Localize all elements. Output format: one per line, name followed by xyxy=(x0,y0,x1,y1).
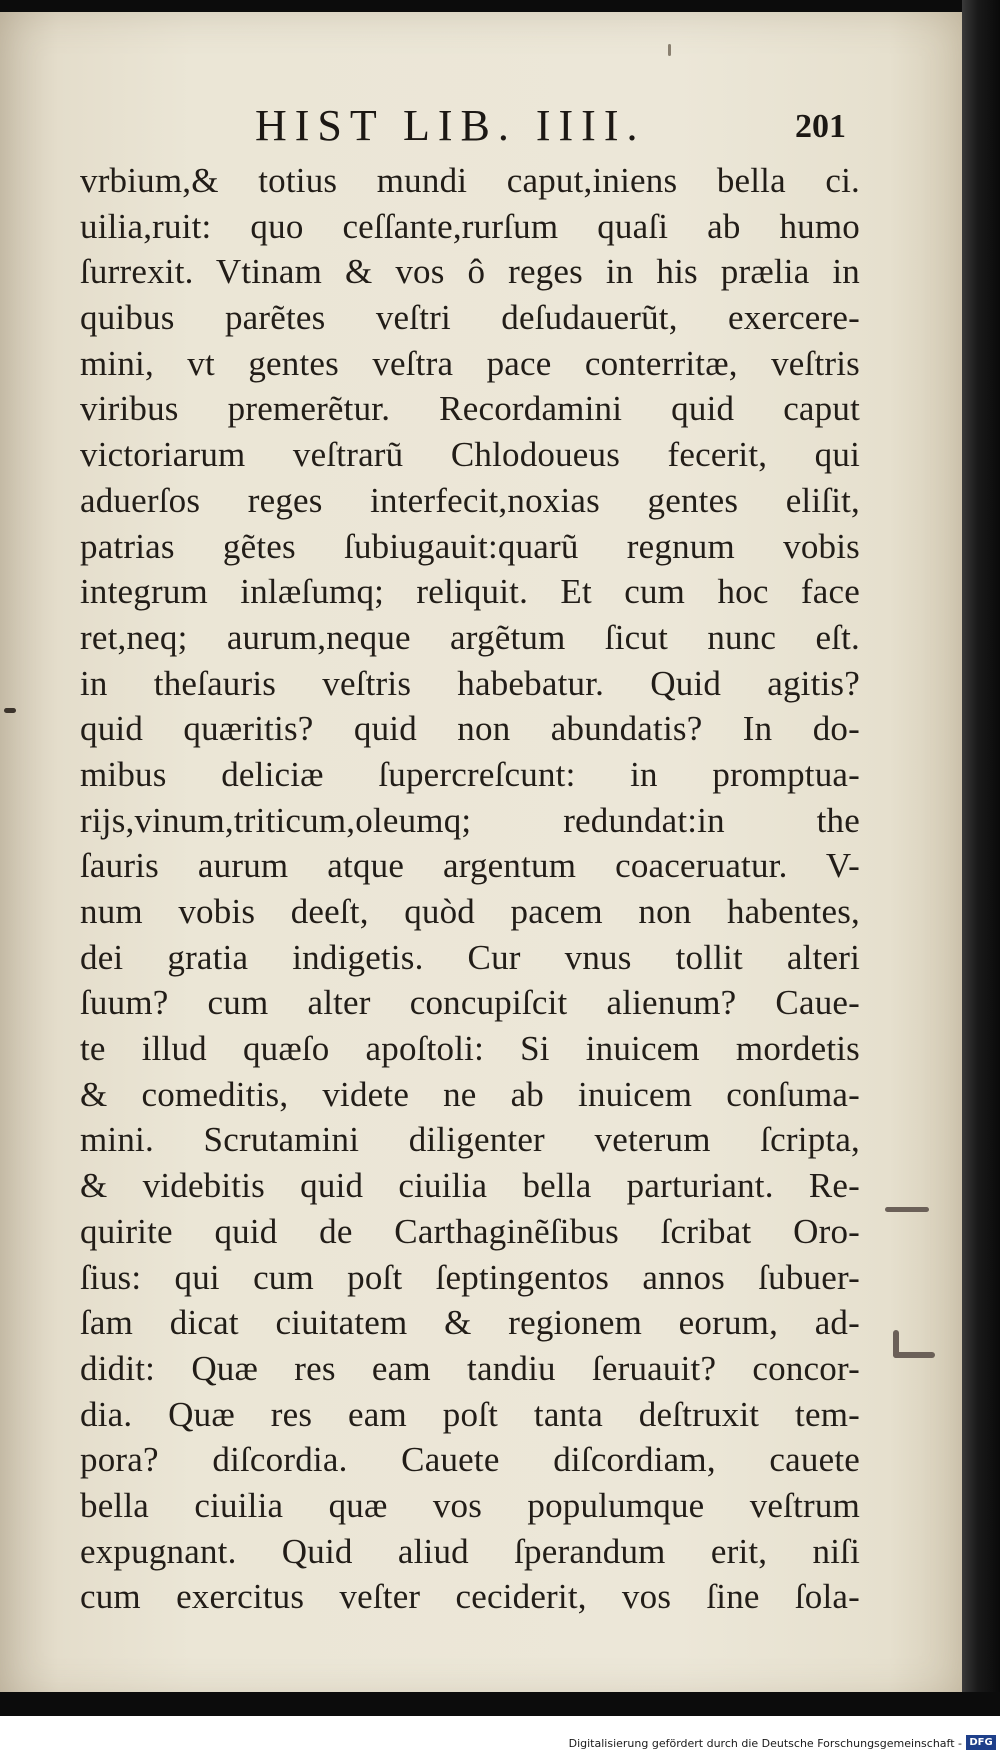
text-line: mibus deliciæ ſupercreſcunt: in promptua- xyxy=(80,754,860,794)
text-line: bella ciuilia quæ vos populumque veſtrum xyxy=(80,1485,860,1525)
text-line: expugnant. Quid aliud ſperandum erit, niſi xyxy=(80,1531,860,1571)
text-line: quid quæritis? quid non abundatis? In do- xyxy=(80,709,860,749)
page-header xyxy=(255,100,865,160)
text-line: rijs,vinum,triticum,oleumq; redundat:in the xyxy=(80,800,860,840)
text-line: pora? diſcordia. Cauete diſcordiam, cauete xyxy=(80,1440,860,1480)
text-block xyxy=(80,158,860,1620)
running-head: HIST LIB. IIII. xyxy=(255,101,646,150)
book-right-edge xyxy=(962,0,1000,1700)
text-line: ſam dicat ciuitatem & regionem eorum, ad- xyxy=(80,1303,860,1343)
text-line: in theſauris veſtris habebatur. Quid agitis? xyxy=(80,663,860,703)
text-line: aduerſos reges interfecit,noxias gentes eliſit, xyxy=(80,480,860,520)
dfg-logo: DFG xyxy=(966,1735,996,1750)
margin-bracket-mark xyxy=(893,1352,935,1358)
book-bottom-edge xyxy=(0,1692,1000,1716)
margin-tick xyxy=(668,44,671,56)
text-line: & videbitis quid ciuilia bella parturiant. Re- xyxy=(80,1166,860,1206)
text-line: num vobis deeſt, quòd pacem non habentes, xyxy=(80,892,860,931)
margin-pen-mark xyxy=(885,1207,929,1212)
text-line: dei gratia indigetis. Cur vnus tollit alteri xyxy=(80,937,860,977)
text-line: integrum inlæſumq; reliquit. Et cum hoc face xyxy=(80,572,860,612)
text-line: ſius: qui cum poſt ſeptingentos annos ſubuer- xyxy=(80,1257,860,1297)
text-line: patrias gẽtes ſubiugauit:quarũ regnum vobis xyxy=(80,526,860,566)
margin-dash-mark xyxy=(4,708,16,713)
text-line: ſuum? cum alter concupiſcit alienum? Caue- xyxy=(80,983,860,1023)
text-line: uilia,ruit: quo ceſſante,rurſum quaſi ab humo xyxy=(80,206,860,246)
text-line: dia. Quæ res eam poſt tanta deſtruxit tem- xyxy=(80,1394,860,1434)
text-line: didit: Quæ res eam tandiu ſeruauit? concor- xyxy=(80,1348,860,1388)
text-line: quibus parẽtes veſtri deſudauerũt, exercere- xyxy=(80,298,860,338)
text-line: ſurrexit. Vtinam & vos ô reges in his prælia in xyxy=(80,252,860,292)
text-line: quirite quid de Carthaginẽſibus ſcribat Oro- xyxy=(80,1211,860,1251)
text-line: mini. Scrutamini diligenter veterum ſcripta, xyxy=(80,1120,860,1160)
text-line: & comeditis, videte ne ab inuicem conſuma- xyxy=(80,1074,860,1114)
text-line: ſauris aurum atque argentum coaceruatur. V- xyxy=(80,846,860,886)
text-line: ret,neq; aurum,neque argẽtum ſicut nunc eſt. xyxy=(80,617,860,657)
text-line: cum exercitus veſter ceciderit, vos ſine ſola- xyxy=(80,1577,860,1617)
book-page xyxy=(0,12,966,1700)
page-number: 201 xyxy=(795,108,846,145)
text-line: victoriarum veſtrarũ Chlodoueus fecerit, qui xyxy=(80,435,860,475)
funding-credit: Digitalisierung gefördert durch die Deutsche Forschungsgemeinschaft - xyxy=(568,1737,962,1750)
text-line: mini, vt gentes veſtra pace conterritæ, veſtris xyxy=(80,343,860,383)
text-line: viribus premerẽtur. Recordamini quid caput xyxy=(80,389,860,429)
text-line: vrbium,& totius mundi caput,iniens bella ci. xyxy=(80,161,860,200)
text-line: te illud quæſo apoſtoli: Si inuicem mordetis xyxy=(80,1029,860,1069)
